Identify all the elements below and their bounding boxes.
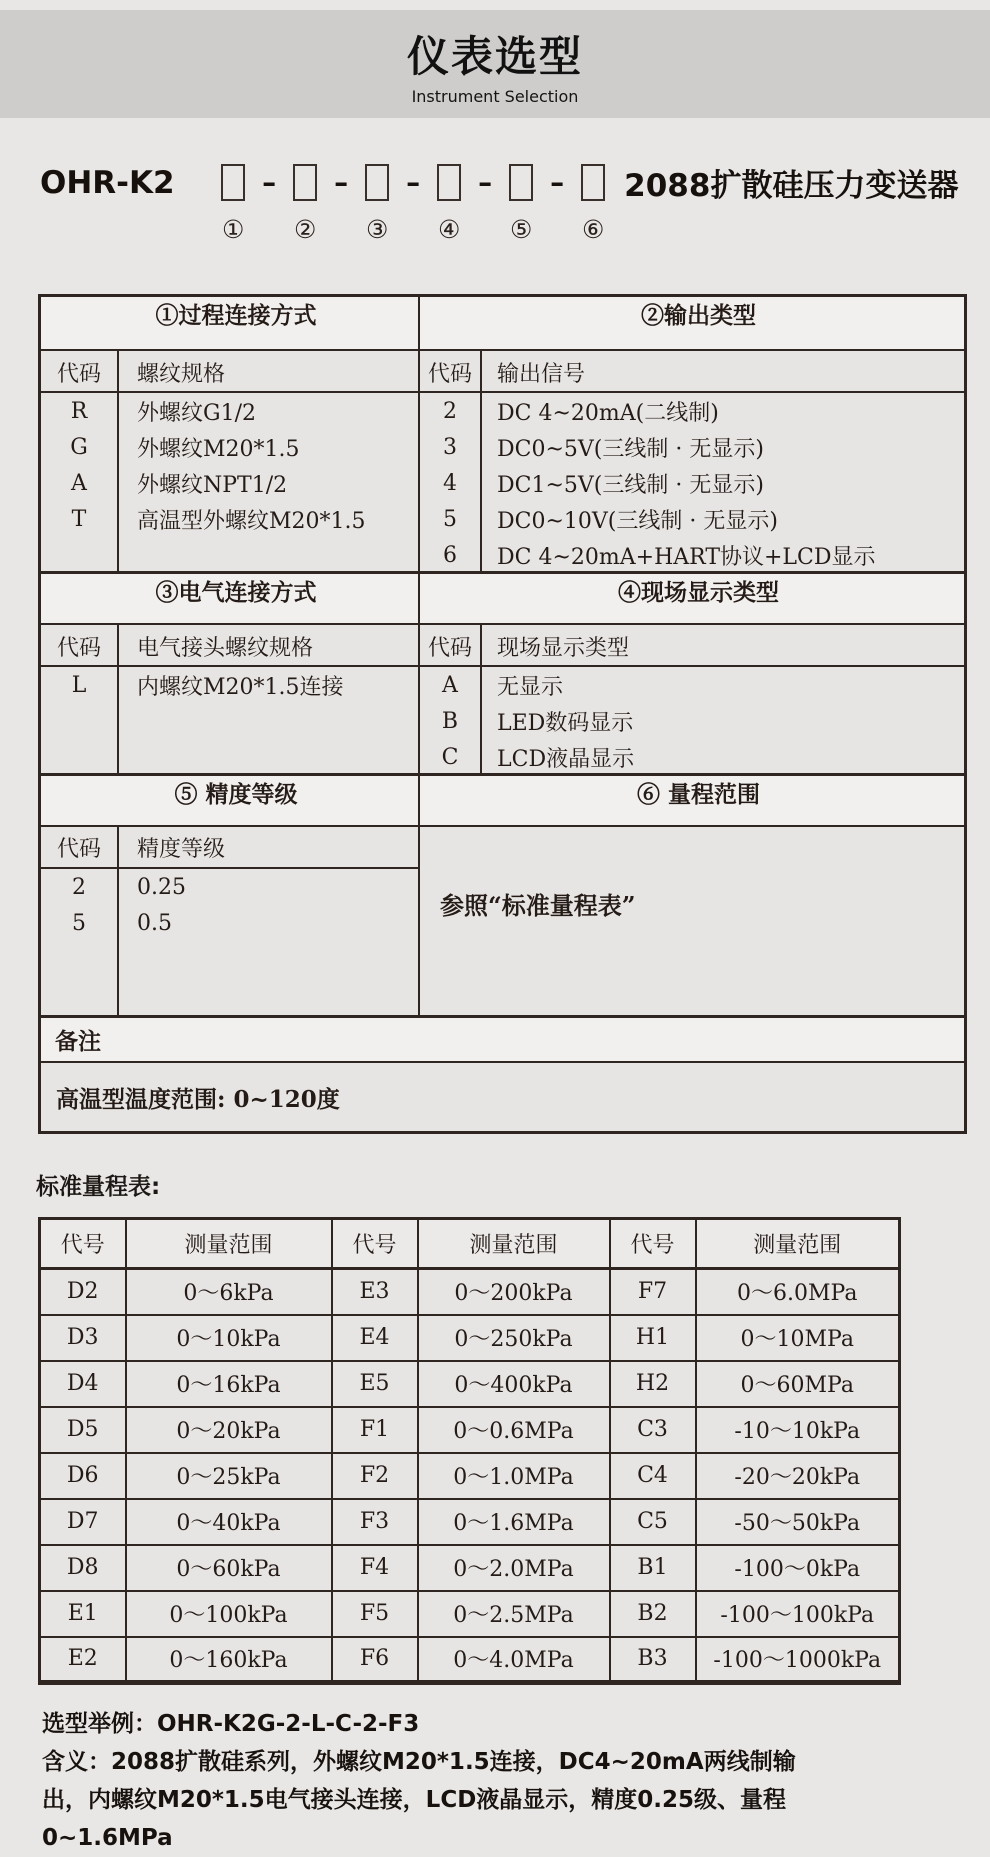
code-cell: F2 bbox=[332, 1453, 418, 1499]
table-row bbox=[40, 1499, 900, 1545]
value-cell: LCD液晶显示 bbox=[497, 746, 635, 772]
position-number-2: ② bbox=[293, 215, 317, 244]
section-1-title: ①过程连接方式 bbox=[155, 302, 317, 329]
code-cell: F6 bbox=[332, 1637, 418, 1683]
code-cell: 4 bbox=[420, 465, 482, 501]
table-row bbox=[40, 1361, 900, 1407]
example-line: 含义：2088扩散硅系列，外螺纹M20*1.5连接，DC4~20mA两线制输 bbox=[42, 1749, 796, 1775]
section-4-title: ④现场显示类型 bbox=[418, 574, 964, 623]
range-cell: 0～25kPa bbox=[126, 1453, 332, 1499]
table-row bbox=[420, 501, 964, 537]
code-cell: D8 bbox=[40, 1545, 126, 1591]
value-cell: DC1~5V(三线制 · 无显示) bbox=[497, 472, 764, 498]
range-cell: 0～10MPa bbox=[696, 1315, 900, 1361]
section-2-title: ②输出类型 bbox=[418, 297, 964, 349]
table-row bbox=[40, 1269, 900, 1315]
column-header: 测量范围 bbox=[126, 1219, 332, 1269]
code-cell: 3 bbox=[420, 429, 482, 465]
code-cell: L bbox=[41, 667, 119, 703]
range-cell: -20～20kPa bbox=[696, 1453, 900, 1499]
range-cell: -50～50kPa bbox=[696, 1499, 900, 1545]
divider bbox=[41, 941, 119, 1015]
range-cell: 0～16kPa bbox=[126, 1361, 332, 1407]
value-cell: DC 4~20mA(二线制) bbox=[497, 400, 719, 426]
example-line: 出，内螺纹M20*1.5电气接头连接，LCD液晶显示，精度0.25级、量程 bbox=[42, 1787, 787, 1813]
section-body-row bbox=[41, 665, 964, 773]
code-cell: C3 bbox=[610, 1407, 696, 1453]
position-number-5: ⑤ bbox=[509, 215, 533, 244]
code-cell: H1 bbox=[610, 1315, 696, 1361]
table-row bbox=[41, 393, 418, 429]
code-cell: 6 bbox=[420, 537, 482, 573]
code-cell: D2 bbox=[40, 1269, 126, 1315]
code-cell: F1 bbox=[332, 1407, 418, 1453]
code-cell: F4 bbox=[332, 1545, 418, 1591]
range-cell: -100～1000kPa bbox=[696, 1637, 900, 1683]
column-header: 代号 bbox=[40, 1219, 126, 1269]
column-header: 代码 bbox=[41, 351, 119, 393]
column-header: 测量范围 bbox=[418, 1219, 610, 1269]
code-cell: 5 bbox=[41, 905, 119, 941]
table-row bbox=[40, 1315, 900, 1361]
range-cell: 0～2.0MPa bbox=[418, 1545, 610, 1591]
example-line: 0~1.6MPa bbox=[42, 1825, 173, 1851]
section-3-title: ③电气连接方式 bbox=[155, 579, 317, 606]
model-code-dash: – bbox=[334, 166, 349, 199]
value-cell: 外螺纹M20*1.5 bbox=[137, 436, 300, 462]
position-number-4: ④ bbox=[437, 215, 461, 244]
section-body-row bbox=[41, 825, 964, 1015]
code-cell: D3 bbox=[40, 1315, 126, 1361]
value-cell: 内螺纹M20*1.5连接 bbox=[137, 674, 344, 700]
column-header: 代码 bbox=[41, 625, 119, 667]
code-cell: 2 bbox=[41, 869, 119, 905]
table-row bbox=[420, 429, 964, 465]
table-row bbox=[41, 465, 418, 501]
code-cell: E4 bbox=[332, 1315, 418, 1361]
code-cell: D4 bbox=[40, 1361, 126, 1407]
section-5-title: ⑤ 精度等级 bbox=[174, 781, 298, 808]
table-row bbox=[420, 465, 964, 501]
code-cell: B1 bbox=[610, 1545, 696, 1591]
code-cell: A bbox=[420, 667, 482, 703]
column-header: 代号 bbox=[332, 1219, 418, 1269]
remark-content-row bbox=[41, 1061, 964, 1131]
position-number-3: ③ bbox=[365, 215, 389, 244]
table-row bbox=[40, 1407, 900, 1453]
code-cell: H2 bbox=[610, 1361, 696, 1407]
table-row bbox=[40, 1591, 900, 1637]
code-cell: E2 bbox=[40, 1637, 126, 1683]
value-cell: 高温型外螺纹M20*1.5 bbox=[137, 508, 366, 534]
standard-range-table bbox=[38, 1217, 901, 1685]
code-cell: C bbox=[420, 739, 482, 775]
code-cell: B bbox=[420, 703, 482, 739]
range-cell: 0～200kPa bbox=[418, 1269, 610, 1315]
value-cell: 外螺纹G1/2 bbox=[137, 400, 256, 426]
column-header: 代码 bbox=[41, 827, 119, 867]
code-cell: D6 bbox=[40, 1453, 126, 1499]
range-table-caption: 标准量程表: bbox=[36, 1174, 161, 1200]
page-subtitle: Instrument Selection bbox=[411, 87, 579, 106]
page-header bbox=[0, 10, 990, 118]
page-title: 仪表选型 bbox=[406, 32, 583, 81]
code-cell: E3 bbox=[332, 1269, 418, 1315]
section-header-row bbox=[41, 773, 964, 825]
code-cell: F3 bbox=[332, 1499, 418, 1545]
range-cell: 0～1.6MPa bbox=[418, 1499, 610, 1545]
model-code-dash: – bbox=[478, 166, 493, 199]
range-cell: 0～1.0MPa bbox=[418, 1453, 610, 1499]
code-cell: A bbox=[41, 465, 119, 501]
table-row bbox=[420, 667, 964, 703]
range-cell: -100～100kPa bbox=[696, 1591, 900, 1637]
range-cell: 0～6.0MPa bbox=[696, 1269, 900, 1315]
divider bbox=[41, 703, 119, 773]
column-header: 螺纹规格 bbox=[137, 361, 226, 387]
column-header-row bbox=[41, 349, 964, 391]
value-cell: 0.25 bbox=[137, 874, 186, 900]
range-cell: 0～20kPa bbox=[126, 1407, 332, 1453]
model-code-box-4 bbox=[437, 164, 461, 201]
example-line: 选型举例：OHR-K2G-2-L-C-2-F3 bbox=[42, 1711, 420, 1737]
value-cell: 无显示 bbox=[497, 674, 564, 700]
code-cell: F7 bbox=[610, 1269, 696, 1315]
model-code-suffix: 2088扩散硅压力变送器 bbox=[624, 168, 959, 204]
position-number-6: ⑥ bbox=[581, 215, 605, 244]
model-code-dash: – bbox=[262, 166, 277, 199]
table-row bbox=[40, 1545, 900, 1591]
table-row bbox=[41, 905, 418, 941]
table-row bbox=[41, 869, 418, 905]
range-cell: 0～10kPa bbox=[126, 1315, 332, 1361]
code-cell: B2 bbox=[610, 1591, 696, 1637]
selection-example bbox=[42, 1705, 948, 1857]
table-row bbox=[420, 739, 964, 775]
section-header-row bbox=[41, 297, 964, 349]
range-cell: 0～100kPa bbox=[126, 1591, 332, 1637]
code-cell: G bbox=[41, 429, 119, 465]
code-cell: 5 bbox=[420, 501, 482, 537]
model-code-box-3 bbox=[365, 164, 389, 201]
range-cell: 0～60MPa bbox=[696, 1361, 900, 1407]
model-code-diagram bbox=[40, 160, 990, 244]
model-code-box-1 bbox=[221, 164, 245, 201]
code-cell: B3 bbox=[610, 1637, 696, 1683]
table-row bbox=[41, 429, 418, 465]
code-cell: F5 bbox=[332, 1591, 418, 1637]
section-body-row bbox=[41, 391, 964, 571]
table-row bbox=[41, 501, 418, 537]
table-row bbox=[420, 393, 964, 429]
column-header: 精度等级 bbox=[137, 836, 226, 862]
divider bbox=[41, 537, 119, 571]
column-header: 电气接头螺纹规格 bbox=[137, 635, 314, 661]
code-cell: E5 bbox=[332, 1361, 418, 1407]
range-cell: 0～400kPa bbox=[418, 1361, 610, 1407]
value-cell: DC0~10V(三线制 · 无显示) bbox=[497, 508, 778, 534]
code-cell: R bbox=[41, 393, 119, 429]
remark-title: 备注 bbox=[55, 1028, 101, 1055]
model-code-box-2 bbox=[293, 164, 317, 201]
range-cell: 0～4.0MPa bbox=[418, 1637, 610, 1683]
table-row bbox=[41, 667, 418, 703]
range-cell: 0～60kPa bbox=[126, 1545, 332, 1591]
value-cell: DC0~5V(三线制 · 无显示) bbox=[497, 436, 764, 462]
range-cell: 0～6kPa bbox=[126, 1269, 332, 1315]
range-cell: 0～250kPa bbox=[418, 1315, 610, 1361]
value-cell: 外螺纹NPT1/2 bbox=[137, 472, 288, 498]
remark-header-row bbox=[41, 1015, 964, 1061]
range-cell: 0～40kPa bbox=[126, 1499, 332, 1545]
table-row bbox=[40, 1637, 900, 1683]
model-code-box-6 bbox=[581, 164, 605, 201]
code-cell: D7 bbox=[40, 1499, 126, 1545]
model-code-prefix: OHR-K2 bbox=[40, 164, 175, 201]
column-header: 代号 bbox=[610, 1219, 696, 1269]
model-code-dash: – bbox=[550, 166, 565, 199]
column-header: 代码 bbox=[420, 625, 482, 667]
position-number-1: ① bbox=[221, 215, 245, 244]
code-cell: C4 bbox=[610, 1453, 696, 1499]
column-header: 测量范围 bbox=[696, 1219, 900, 1269]
section-header-row bbox=[41, 571, 964, 623]
code-cell: T bbox=[41, 501, 119, 537]
code-cell: C5 bbox=[610, 1499, 696, 1545]
column-header-row bbox=[41, 623, 964, 665]
code-cell: 2 bbox=[420, 393, 482, 429]
model-code-dash: – bbox=[406, 166, 421, 199]
range-cell: -10～10kPa bbox=[696, 1407, 900, 1453]
range-cell: 0～0.6MPa bbox=[418, 1407, 610, 1453]
column-header: 输出信号 bbox=[497, 361, 586, 387]
value-cell: DC 4~20mA+HART协议+LCD显示 bbox=[497, 544, 876, 570]
section-6-title: ⑥ 量程范围 bbox=[418, 776, 964, 825]
column-header: 代码 bbox=[420, 351, 482, 393]
range-cell: 0～2.5MPa bbox=[418, 1591, 610, 1637]
range-table-header-row bbox=[40, 1219, 900, 1269]
range-cell: -100～0kPa bbox=[696, 1545, 900, 1591]
column-header: 现场显示类型 bbox=[497, 635, 630, 661]
value-cell: 0.5 bbox=[137, 910, 172, 936]
code-cell: D5 bbox=[40, 1407, 126, 1453]
table-row bbox=[420, 537, 964, 573]
value-cell: LED数码显示 bbox=[497, 710, 634, 736]
range-cell: 0～160kPa bbox=[126, 1637, 332, 1683]
model-code-box-5 bbox=[509, 164, 533, 201]
remark-content: 高温型温度范围: 0~120度 bbox=[56, 1085, 340, 1113]
table-row bbox=[420, 703, 964, 739]
selection-table bbox=[38, 294, 967, 1134]
range-reference-note: 参照“标准量程表” bbox=[440, 890, 636, 920]
table-row bbox=[40, 1453, 900, 1499]
code-cell: E1 bbox=[40, 1591, 126, 1637]
